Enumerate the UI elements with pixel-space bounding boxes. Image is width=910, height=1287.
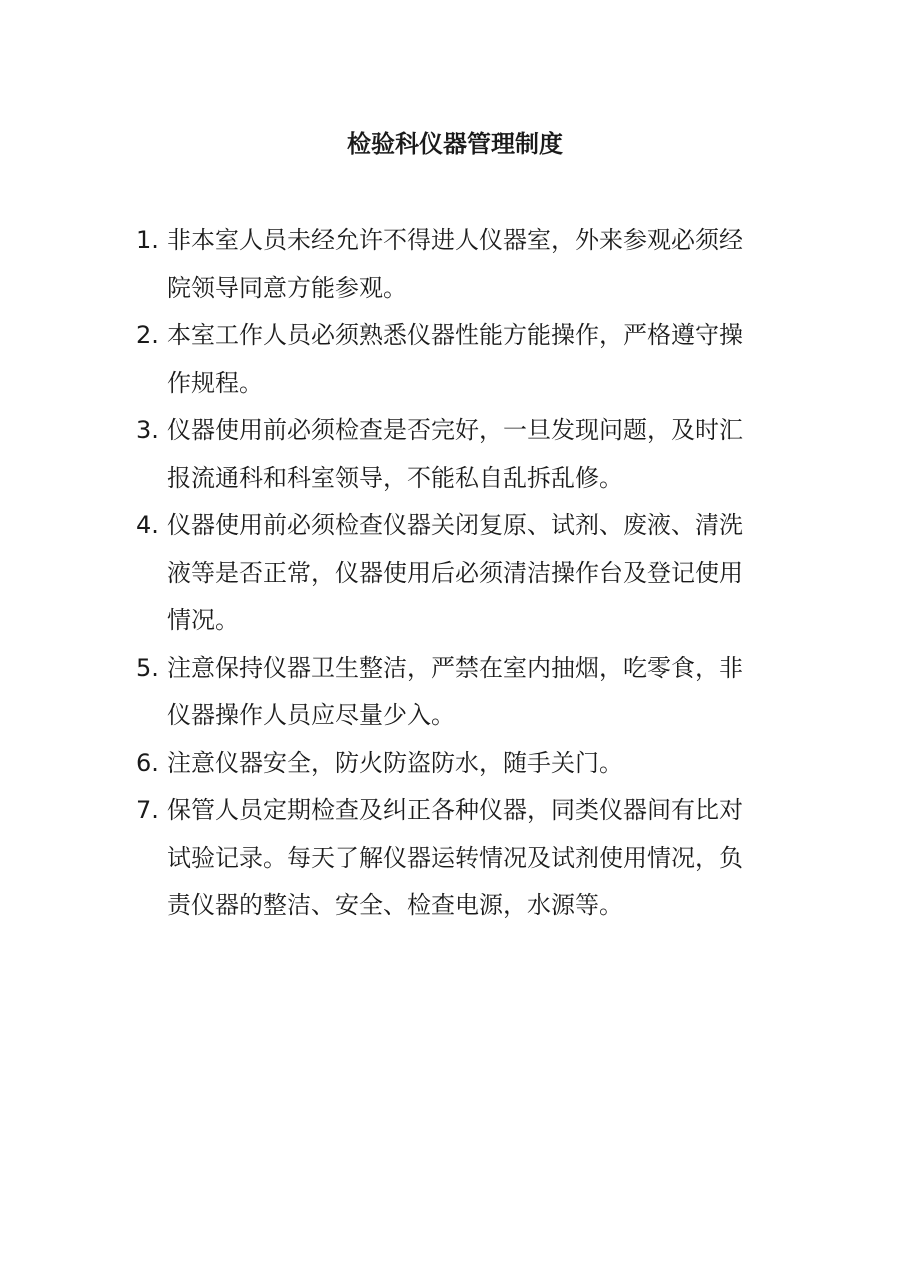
rule-item-7 <box>136 787 776 930</box>
rule-text-line: 注意保持仪器卫生整洁，严禁在室内抽烟，吃零食，非 <box>167 653 743 682</box>
rule-text-line: 试验记录。每天了解仪器运转情况及试剂使用情况，负 <box>167 843 743 872</box>
rule-item-1 <box>136 217 776 312</box>
rule-text-line: 仪器操作人员应尽量少入。 <box>167 701 455 729</box>
rule-text-line: 保管人员定期检查及纠正各种仪器，同类仪器间有比对 <box>167 796 743 824</box>
rule-text-line: 责仪器的整洁、安全、检查电源，水源等。 <box>167 891 623 919</box>
rule-text-line: 情况。 <box>167 606 239 634</box>
document-title: 检验科仪器管理制度 <box>347 130 563 158</box>
rule-text-line: 本室工作人员必须熟悉仪器性能方能操作，严格遵守操 <box>167 321 743 349</box>
rule-text-line: 报流通科和科室领导，不能私自乱拆乱修。 <box>167 463 623 492</box>
rule-text-line: 作规程。 <box>167 368 263 397</box>
rules-list <box>136 217 776 930</box>
rule-number: 1. <box>136 226 159 254</box>
rule-text-line: 液等是否正常，仪器使用后必须清洁操作台及登记使用 <box>167 558 743 587</box>
rule-item-4 <box>136 502 776 645</box>
rule-number: 3. <box>136 416 159 444</box>
rule-text-line: 仪器使用前必须检查仪器关闭复原、试剂、废液、清洗 <box>167 511 743 539</box>
rule-text-line: 院领导同意方能参观。 <box>167 273 407 302</box>
rule-item-2 <box>136 312 776 407</box>
rule-text-line: 仪器使用前必须检查是否完好，一旦发现问题，及时汇 <box>167 416 743 444</box>
rule-number: 6. <box>136 748 159 777</box>
rule-item-5 <box>136 645 776 740</box>
rule-number: 7. <box>136 796 159 824</box>
rule-item-3 <box>136 407 776 502</box>
rule-text-line: 非本室人员未经允许不得进人仪器室，外来参观必须经 <box>167 226 743 254</box>
rule-item-6 <box>136 740 776 788</box>
rule-number: 4. <box>136 511 159 539</box>
rule-text-line: 注意仪器安全，防火防盗防水，随手关门。 <box>167 748 623 777</box>
rule-number: 5. <box>136 653 159 682</box>
rule-number: 2. <box>136 321 159 349</box>
